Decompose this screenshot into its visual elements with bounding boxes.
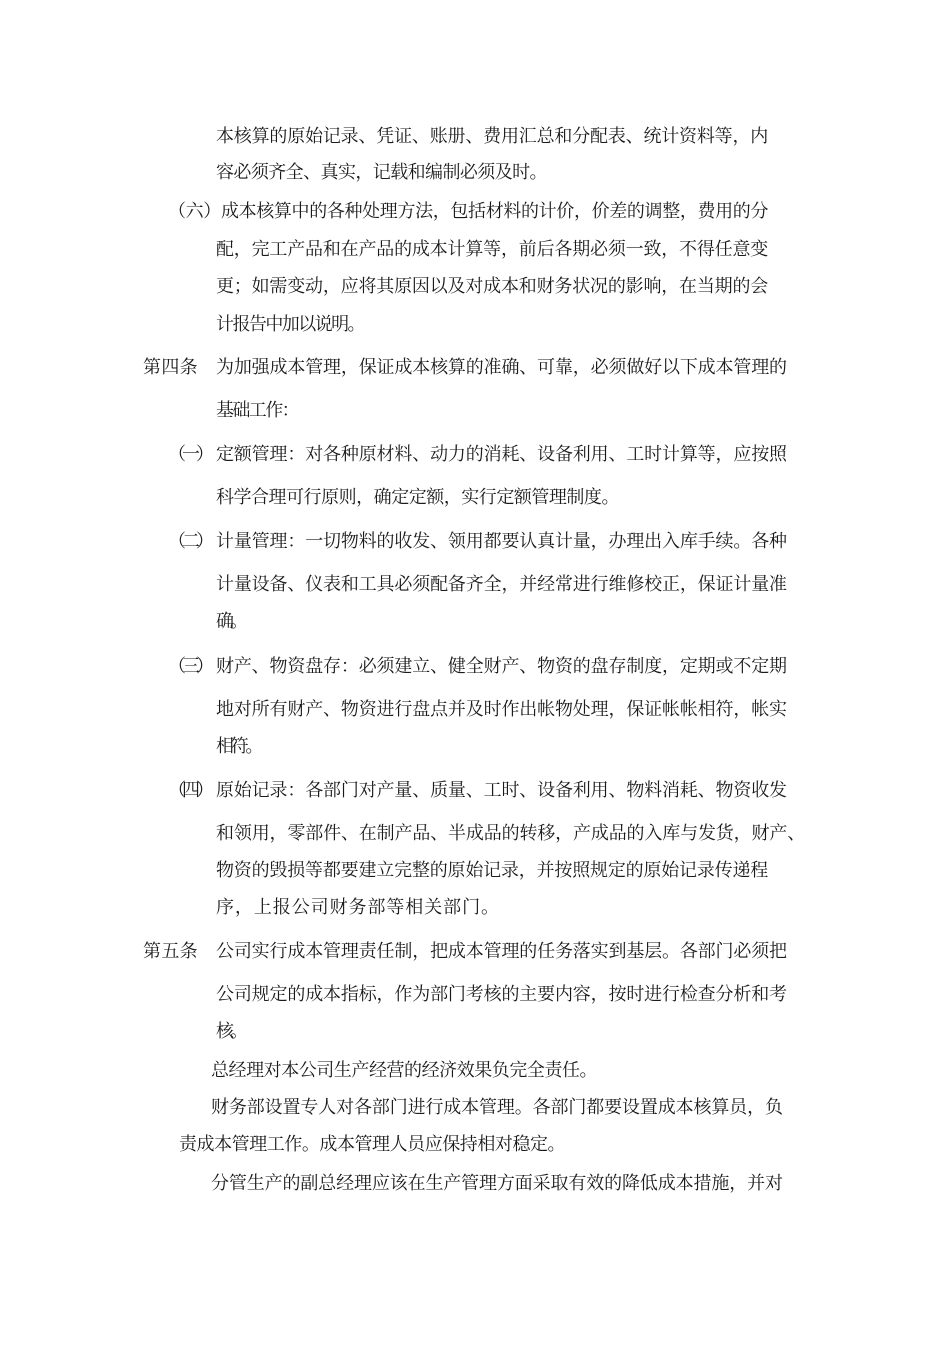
text-line: 和领用，零部件、在制产品、半成品的转移，产成品的入库与发货，财产、 (216, 823, 806, 844)
text-line: 计量管理：一切物料的收发、领用都要认真计量，办理出入库手续。各种 (216, 531, 787, 552)
text-line: 地对所有财产、物资进行盘点并及时作出帐物处理，保证帐帐相符，帐实 (216, 699, 787, 720)
text-line: 更；如需变动，应将其原因以及对成本和财务状况的影响，在当期的会 (216, 276, 769, 297)
text-line: 分管生产的副总经理应该在生产管理方面采取有效的降低成本措施，并对 (211, 1173, 783, 1194)
text-line: 基础工作： (216, 400, 298, 421)
article-number: 第四条 (143, 357, 198, 378)
text-line: 总经理对本公司生产经营的经济效果负完全责任。 (211, 1060, 598, 1081)
text-line: （六）成本核算中的各种处理方法，包括材料的计价，价差的调整，费用的分 (168, 201, 769, 222)
text-line: 配，完工产品和在产品的成本计算等，前后各期必须一致，不得任意变 (216, 239, 769, 260)
text-line: 财产、物资盘存：必须建立、健全财产、物资的盘存制度，定期或不定期 (216, 656, 787, 677)
item-number: （四） (168, 780, 210, 801)
text-line: 科学合理可行原则，确定定额，实行定额管理制度。 (216, 487, 619, 508)
item-number: （一） (168, 444, 210, 465)
text-line: 确。 (216, 611, 244, 632)
text-line: 序，上报公司财务部等相关部门。 (216, 897, 500, 918)
text-line: 计量设备、仪表和工具必须配备齐全，并经常进行维修校正，保证计量准 (216, 574, 787, 595)
article-number: 第五条 (143, 941, 198, 962)
text-line: 财务部设置专人对各部门进行成本管理。各部门都要设置成本核算员，负 (211, 1097, 783, 1118)
item-number: （三） (168, 656, 210, 677)
text-line: 原始记录：各部门对产量、质量、工时、设备利用、物料消耗、物资收发 (216, 780, 787, 801)
text-line: 计报告中加以说明。 (216, 314, 364, 335)
text-line: 物资的毁损等都要建立完整的原始记录，并按照规定的原始记录传递程 (216, 860, 769, 881)
text-line: 责成本管理工作。成本管理人员应保持相对稳定。 (179, 1134, 566, 1155)
text-line: 公司实行成本管理责任制，把成本管理的任务落实到基层。各部门必须把 (216, 941, 787, 962)
text-line: 为加强成本管理，保证成本核算的准确、可靠，必须做好以下成本管理的 (216, 357, 787, 378)
text-line: 相符。 (216, 736, 261, 757)
text-line: 定额管理：对各种原材料、动力的消耗、设备利用、工时计算等，应按照 (216, 444, 787, 465)
text-line: 核。 (216, 1021, 244, 1042)
text-line: 本核算的原始记录、凭证、账册、费用汇总和分配表、统计资料等，内 (216, 126, 769, 147)
text-line: 公司规定的成本指标，作为部门考核的主要内容，按时进行检查分析和考 (216, 984, 787, 1005)
text-line: 容必须齐全、真实，记载和编制必须及时。 (216, 162, 547, 183)
item-number: （二） (168, 531, 210, 552)
